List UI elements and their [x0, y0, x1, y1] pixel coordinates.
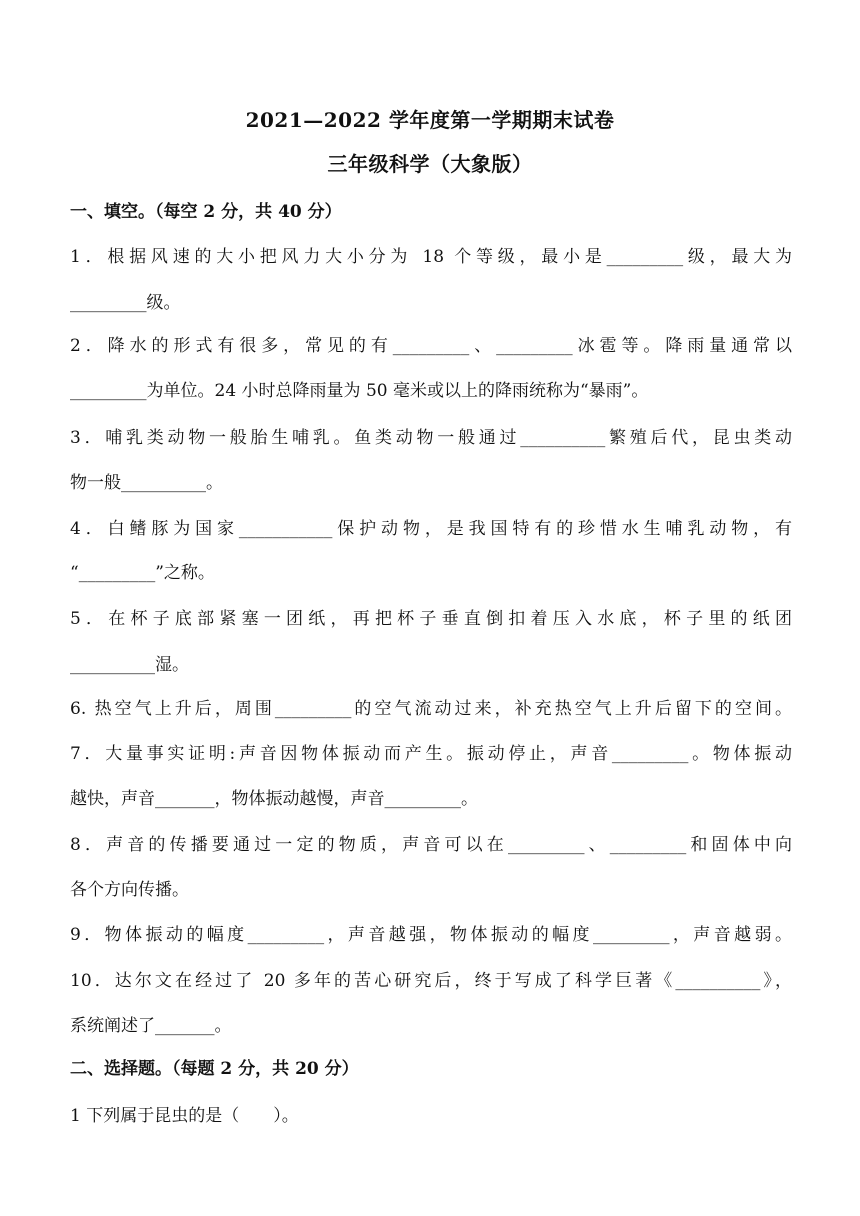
question-line: 越快，声音_______，物体振动越慢，声音_________。	[70, 789, 478, 809]
question-line: __________湿。	[70, 655, 189, 675]
question-line: 1 下列属于昆虫的是（ ）。	[70, 1106, 299, 1126]
question-line: 7．大量事实证明:声音因物体振动而产生。振动停止，声音_________。物体振动	[70, 744, 792, 764]
question-line: 系统阐述了_______。	[70, 1016, 232, 1036]
question-line: 8．声音的传播要通过一定的物质，声音可以在_________、_________和固体中向	[70, 835, 792, 855]
question-line: 2．降水的形式有很多，常见的有_________、_________冰雹等。降雨量通常以	[70, 336, 792, 356]
question-line: 1．根据风速的大小把风力大小分为 18 个等级，最小是_________级，最大为	[70, 247, 792, 267]
question-line: 各个方向传播。	[70, 880, 189, 900]
question-line: 10．达尔文在经过了 20 多年的苦心研究后，终于写成了科学巨著《__________》，	[70, 971, 792, 991]
exam-title: 2021—2022 学年度第一学期期末试卷	[245, 108, 615, 132]
section-heading-multiple-choice: 二、选择题。（每题 2 分，共 20 分）	[70, 1059, 359, 1079]
question-line: 物一般__________。	[70, 473, 223, 493]
section-heading-fill-blank: 一、填空。（每空 2 分，共 40 分）	[70, 202, 342, 222]
question-line: 5．在杯子底部紧塞一团纸，再把杯子垂直倒扣着压入水底，杯子里的纸团	[70, 609, 792, 629]
question-line: 3．哺乳类动物一般胎生哺乳。鱼类动物一般通过__________繁殖后代，昆虫类动	[70, 428, 792, 448]
question-line: _________级。	[70, 293, 181, 313]
question-line: _________为单位。24 小时总降雨量为 50 毫米或以上的降雨统称为“暴雨”。	[70, 381, 649, 401]
exam-subtitle: 三年级科学（大象版）	[327, 152, 533, 176]
question-line: 9．物体振动的幅度_________，声音越强，物体振动的幅度_________，声音越弱。	[70, 925, 792, 945]
question-line: 4．白鳍豚为国家___________保护动物，是我国特有的珍惜水生哺乳动物，有	[70, 519, 792, 539]
question-line: 6. 热空气上升后，周围_________的空气流动过来，补充热空气上升后留下的空间。	[70, 699, 792, 719]
question-line: “_________”之称。	[70, 563, 215, 583]
